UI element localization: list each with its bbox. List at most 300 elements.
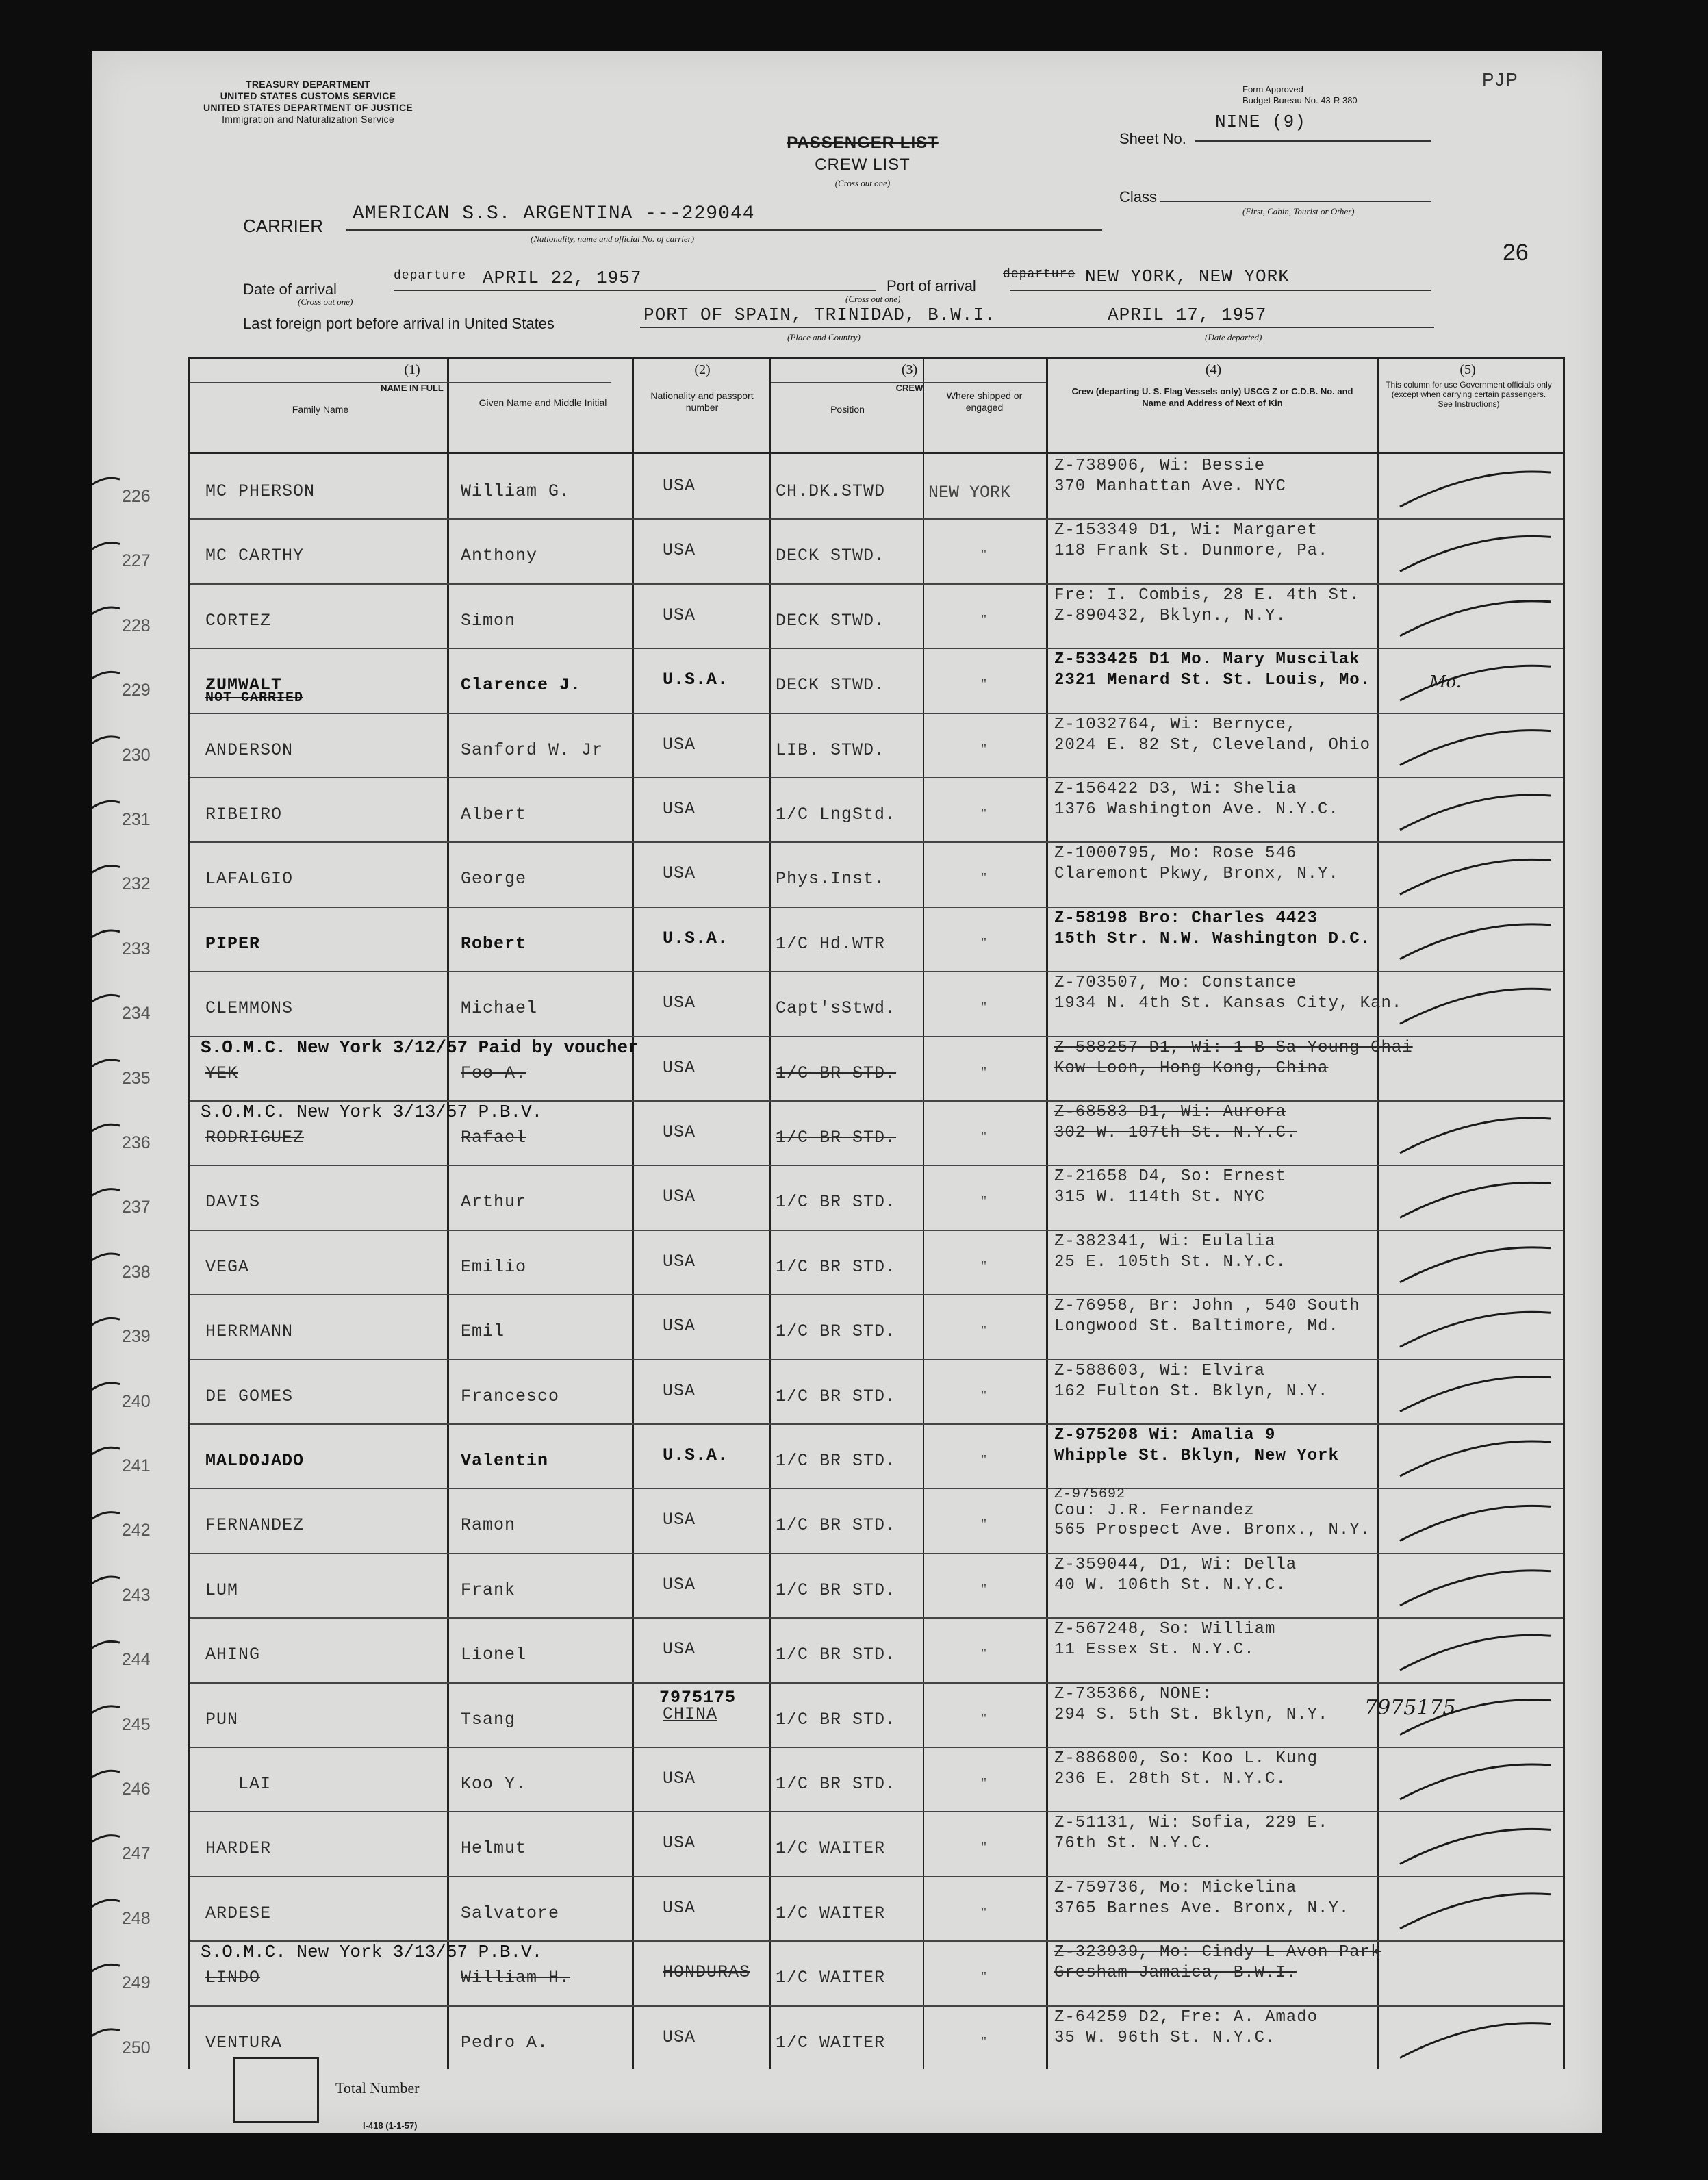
kin-line-1: Z-68583 D1, Wi: Aurora bbox=[1054, 1103, 1286, 1121]
given-name: Ramon bbox=[461, 1515, 516, 1536]
date-of-arrival: APRIL 22, 1957 bbox=[483, 268, 642, 288]
shipped-engaged: " bbox=[981, 1323, 987, 1339]
kin-line-1: Z-1000795, Mo: Rose 546 bbox=[1054, 844, 1297, 863]
official-check-mark bbox=[1400, 1182, 1551, 1217]
family-name: ZUMWALT bbox=[205, 675, 283, 696]
given-name: Salvatore bbox=[461, 1903, 560, 1923]
official-check-mark bbox=[1400, 731, 1551, 765]
col-number-2: (2) bbox=[694, 362, 711, 377]
family-name: FERNANDEZ bbox=[205, 1515, 305, 1536]
family-name: LUM bbox=[205, 1580, 239, 1600]
row-number: 229 bbox=[122, 681, 151, 700]
crew-position: Phys.Inst. bbox=[776, 869, 886, 889]
row-number: 243 bbox=[122, 1585, 151, 1605]
nationality: USA bbox=[663, 540, 696, 561]
given-name: Emilio bbox=[461, 1256, 527, 1277]
kin-line-1: Z-1032764, Wi: Bernyce, bbox=[1054, 715, 1297, 734]
row-tick-mark bbox=[92, 672, 120, 687]
family-name-struck: NOT CARRIED bbox=[205, 690, 304, 707]
row-tick-mark bbox=[92, 1900, 120, 1915]
row-tick-mark bbox=[92, 1254, 120, 1269]
crew-position: 1/C BR STD. bbox=[776, 1192, 897, 1213]
shipped-engaged: " bbox=[981, 741, 987, 757]
kin-line-1: Z-588603, Wi: Elvira bbox=[1054, 1361, 1266, 1380]
row-tick-mark bbox=[92, 1641, 120, 1656]
kin-line-2: Whipple St. Bklyn, New York bbox=[1054, 1447, 1339, 1465]
given-name: Albert bbox=[461, 804, 527, 824]
kin-line-2: 370 Manhattan Ave. NYC bbox=[1054, 477, 1286, 496]
nationality: USA bbox=[663, 1833, 696, 1853]
col-number-3: (3) bbox=[901, 362, 918, 377]
official-use-header: This column for use Government officials only (except when carrying certain passengers. See Instructions) bbox=[1386, 380, 1552, 409]
kin-line-1: Z-153349 D1, Wi: Margaret bbox=[1054, 521, 1318, 540]
row-number: 249 bbox=[122, 1973, 151, 1993]
initials-mark: PJP bbox=[1482, 69, 1519, 90]
shipped-engaged: " bbox=[981, 1710, 987, 1726]
given-name: Anthony bbox=[461, 546, 538, 566]
official-check-mark bbox=[1400, 1377, 1551, 1412]
kin-line-2: 1934 N. 4th St. Kansas City, Kan. bbox=[1054, 994, 1403, 1013]
kin-line-2: 3765 Barnes Ave. Bronx, N.Y. bbox=[1054, 1899, 1350, 1918]
last-port-hint: (Place and Country) bbox=[787, 332, 861, 342]
nationality: USA bbox=[663, 993, 696, 1013]
row-tick-mark bbox=[92, 930, 120, 946]
nationality: HONDURAS bbox=[663, 1962, 751, 1983]
date-cross-hint: (Cross out one) bbox=[298, 296, 353, 307]
shipped-engaged: " bbox=[981, 1581, 987, 1597]
official-check-mark bbox=[1400, 1894, 1551, 1929]
nationality: USA bbox=[663, 1574, 696, 1595]
kin-line-1: Z-703507, Mo: Constance bbox=[1054, 974, 1297, 993]
crew-position: 1/C BR STD. bbox=[776, 1580, 897, 1600]
family-name: PIPER bbox=[205, 933, 261, 954]
shipped-engaged: " bbox=[981, 1452, 987, 1467]
row-tick-mark bbox=[92, 607, 120, 622]
family-name-header: Family Name bbox=[292, 404, 349, 415]
given-name: Foo A. bbox=[461, 1063, 527, 1083]
official-check-mark bbox=[1400, 989, 1551, 1024]
official-check-mark bbox=[1400, 924, 1551, 959]
crew-position: DECK STWD. bbox=[776, 675, 886, 696]
official-check-mark bbox=[1400, 1635, 1551, 1670]
nationality: U.S.A. bbox=[663, 928, 729, 948]
family-name: LAFALGIO bbox=[205, 869, 294, 889]
kin-line-2: 162 Fulton St. Bklyn, N.Y. bbox=[1054, 1382, 1329, 1401]
crew-header: CREW bbox=[895, 383, 923, 393]
kin-line-2: 40 W. 106th St. N.Y.C. bbox=[1054, 1575, 1286, 1595]
given-name: Michael bbox=[461, 998, 538, 1019]
given-name: William H. bbox=[461, 1968, 571, 1988]
row-tick-mark bbox=[92, 1060, 120, 1075]
row-number: 234 bbox=[122, 1004, 151, 1024]
kin-line-1: Fre: I. Combis, 28 E. 4th St. bbox=[1054, 585, 1360, 605]
row-number: 250 bbox=[122, 2038, 151, 2057]
kin-line-2: Gresham Jamaica, B.W.I. bbox=[1054, 1964, 1297, 1983]
row-tick-mark bbox=[92, 1512, 120, 1528]
crew-position: DECK STWD. bbox=[776, 546, 886, 566]
kin-line-2: Kow Loon, Hong Kong, China bbox=[1054, 1059, 1329, 1078]
kin-line-2: 2321 Menard St. St. Louis, Mo. bbox=[1054, 671, 1371, 690]
row-annotation: S.O.M.C. New York 3/12/57 Paid by voucher bbox=[201, 1037, 639, 1058]
official-check-mark bbox=[1400, 536, 1551, 571]
shipped-engaged: " bbox=[981, 1775, 987, 1790]
date-departed-value: APRIL 17, 1957 bbox=[1108, 305, 1267, 325]
agency-line: Immigration and Naturalization Service bbox=[222, 114, 394, 125]
row-tick-mark bbox=[92, 995, 120, 1010]
given-name: Koo Y. bbox=[461, 1774, 527, 1794]
shipped-engaged: " bbox=[981, 1000, 987, 1015]
crew-position: 1/C WAITER bbox=[776, 2032, 886, 2053]
row-number: 236 bbox=[122, 1133, 151, 1152]
crew-position: 1/C BR STD. bbox=[776, 1645, 897, 1665]
kin-line-1: Z-759736, Mo: Mickelina bbox=[1054, 1878, 1297, 1897]
given-name: Sanford W. Jr bbox=[461, 739, 604, 760]
nationality: USA bbox=[663, 1380, 696, 1401]
row-number: 240 bbox=[122, 1391, 151, 1411]
last-port-value: PORT OF SPAIN, TRINIDAD, B.W.I. bbox=[643, 305, 996, 325]
agency-line: TREASURY DEPARTMENT bbox=[245, 79, 370, 90]
carrier-hint: (Nationality, name and official No. of carrier) bbox=[531, 233, 695, 244]
shipped-engaged: " bbox=[981, 611, 987, 627]
nationality: CHINA bbox=[663, 1703, 718, 1724]
crew-position: 1/C BR STD. bbox=[776, 1709, 897, 1729]
nationality: U.S.A. bbox=[663, 1445, 729, 1465]
nationality: USA bbox=[663, 1769, 696, 1788]
official-check-mark bbox=[1400, 1312, 1551, 1347]
row-tick-mark bbox=[92, 1189, 120, 1204]
page-number: 26 bbox=[1503, 240, 1529, 266]
agency-line: UNITED STATES DEPARTMENT OF JUSTICE bbox=[203, 102, 413, 113]
handwritten-passport: 7975175 bbox=[1364, 1695, 1456, 1720]
crew-departing-header: Crew (departing U. S. Flag Vessels only) USCG Z or C.D.B. No. and Name and Address of Next of Kin bbox=[1071, 386, 1353, 408]
nationality: USA bbox=[663, 2027, 696, 2047]
family-name: LINDO bbox=[205, 1968, 261, 1988]
family-name: CORTEZ bbox=[205, 610, 272, 631]
official-check-mark bbox=[1400, 666, 1551, 700]
nationality: USA bbox=[663, 1251, 696, 1271]
row-tick-mark bbox=[92, 1577, 120, 1592]
shipped-engaged: " bbox=[981, 1646, 987, 1662]
port-cross-hint: (Cross out one) bbox=[845, 294, 901, 304]
family-name: DAVIS bbox=[205, 1192, 261, 1213]
row-number: 233 bbox=[122, 939, 151, 959]
family-name: MC CARTHY bbox=[205, 546, 305, 566]
kin-line-1: Z-735366, NONE: bbox=[1054, 1684, 1213, 1703]
crew-position: 1/C WAITER bbox=[776, 1903, 886, 1923]
official-check-mark bbox=[1400, 1829, 1551, 1864]
official-check-mark bbox=[1400, 859, 1551, 894]
crew-position: 1/C BR STD. bbox=[776, 1063, 897, 1083]
shipped-engaged: " bbox=[981, 1193, 987, 1209]
given-name: Emil bbox=[461, 1321, 505, 1342]
shipped-engaged: " bbox=[981, 1258, 987, 1273]
manifest-sheet bbox=[92, 51, 1602, 2133]
row-number: 247 bbox=[122, 1844, 151, 1864]
nationality: USA bbox=[663, 799, 696, 819]
row-tick-mark bbox=[92, 1383, 120, 1398]
carrier-value: AMERICAN S.S. ARGENTINA ---229044 bbox=[353, 203, 755, 225]
row-number: 227 bbox=[122, 551, 151, 571]
shipped-engaged: " bbox=[981, 2033, 987, 2049]
shipped-engaged: " bbox=[981, 1840, 987, 1855]
row-number: 241 bbox=[122, 1456, 151, 1475]
row-number: 242 bbox=[122, 1521, 151, 1541]
shipped-engaged: " bbox=[981, 935, 987, 950]
official-check-mark bbox=[1400, 1118, 1551, 1153]
shipped-engaged: " bbox=[981, 1517, 987, 1532]
row-number: 239 bbox=[122, 1327, 151, 1347]
official-check-mark bbox=[1400, 2023, 1551, 2058]
crew-list-title: CREW LIST bbox=[815, 155, 910, 174]
kin-line-2: 11 Essex St. N.Y.C. bbox=[1054, 1640, 1255, 1660]
col-number-1: (1) bbox=[404, 362, 420, 377]
crew-position: CH.DK.STWD bbox=[776, 481, 886, 501]
shipped-engaged: " bbox=[981, 870, 987, 886]
family-name: YEK bbox=[205, 1063, 239, 1083]
family-name: MALDOJADO bbox=[205, 1451, 305, 1471]
kin-line-2: 315 W. 114th St. NYC bbox=[1054, 1188, 1266, 1207]
given-name: Clarence J. bbox=[461, 675, 582, 696]
family-name: VENTURA bbox=[205, 2032, 283, 2053]
crew-position: DECK STWD. bbox=[776, 610, 886, 631]
kin-line-2: 76th St. N.Y.C. bbox=[1054, 1834, 1213, 1853]
row-tick-mark bbox=[92, 1124, 120, 1139]
row-tick-mark bbox=[92, 478, 120, 493]
kin-line-1: Cou: J.R. Fernandez bbox=[1054, 1501, 1255, 1521]
official-check-mark bbox=[1400, 1247, 1551, 1282]
kin-line-1: Z-76958, Br: John , 540 South bbox=[1054, 1297, 1360, 1316]
shipped-engaged: " bbox=[981, 547, 987, 563]
family-name: ARDESE bbox=[205, 1903, 272, 1923]
row-tick-mark bbox=[92, 2029, 120, 2044]
official-check-mark bbox=[1400, 1506, 1551, 1541]
crew-position: 1/C BR STD. bbox=[776, 1515, 897, 1536]
row-number: 248 bbox=[122, 1908, 151, 1928]
family-name: AHING bbox=[205, 1645, 261, 1665]
kin-line-1: Z-975208 Wi: Amalia 9 bbox=[1054, 1426, 1276, 1445]
crew-position: 1/C BR STD. bbox=[776, 1321, 897, 1342]
nationality: U.S.A. bbox=[663, 670, 729, 690]
row-tick-mark bbox=[92, 1447, 120, 1462]
row-tick-mark bbox=[92, 543, 120, 558]
family-name: CLEMMONS bbox=[205, 998, 294, 1019]
kin-line-2: 25 E. 105th St. N.Y.C. bbox=[1054, 1252, 1286, 1271]
kin-line-1: Z-51131, Wi: Sofia, 229 E. bbox=[1054, 1814, 1329, 1833]
shipped-engaged: NEW YORK bbox=[928, 483, 1011, 503]
kin-line-1: Z-533425 D1 Mo. Mary Muscilak bbox=[1054, 650, 1360, 670]
given-name: William G. bbox=[461, 481, 571, 501]
nationality: USA bbox=[663, 863, 696, 884]
official-check-mark bbox=[1400, 1571, 1551, 1606]
crew-position: 1/C WAITER bbox=[776, 1968, 886, 1988]
date-departed-hint: (Date departed) bbox=[1205, 332, 1262, 342]
crew-position: 1/C Hd.WTR bbox=[776, 933, 886, 954]
sheet-value: NINE (9) bbox=[1215, 112, 1306, 132]
kin-line-2: Claremont Pkwy, Bronx, N.Y. bbox=[1054, 865, 1339, 884]
date-struck-word: departure bbox=[394, 269, 467, 283]
row-tick-mark bbox=[92, 1771, 120, 1786]
kin-line-1: Z-382341, Wi: Eulalia bbox=[1054, 1232, 1276, 1251]
kin-line-2: 35 W. 96th St. N.Y.C. bbox=[1054, 2028, 1276, 2047]
class-hint: (First, Cabin, Tourist or Other) bbox=[1242, 206, 1355, 216]
position-header: Position bbox=[830, 404, 865, 415]
row-number: 244 bbox=[122, 1650, 151, 1670]
kin-line-2: Z-890432, Bklyn., N.Y. bbox=[1054, 606, 1286, 625]
family-name: HARDER bbox=[205, 1838, 272, 1859]
kin-id-struck: Z-975692 bbox=[1054, 1486, 1126, 1503]
given-name: Simon bbox=[461, 610, 516, 631]
given-name: Lionel bbox=[461, 1645, 527, 1665]
carrier-label: CARRIER bbox=[243, 216, 324, 236]
kin-line-1: Z-588257 D1, Wi: 1-B Sa Young Chai bbox=[1054, 1038, 1413, 1057]
given-name: Frank bbox=[461, 1580, 516, 1600]
col-number-4: (4) bbox=[1205, 362, 1222, 377]
kin-line-1: Z-567248, So: William bbox=[1054, 1620, 1276, 1639]
row-tick-mark bbox=[92, 1318, 120, 1333]
official-check-mark bbox=[1400, 795, 1551, 830]
nationality: USA bbox=[663, 1639, 696, 1660]
official-check-mark bbox=[1400, 1700, 1551, 1735]
family-name: MC PHERSON bbox=[205, 481, 316, 501]
nationality-header: Nationality and passport number bbox=[650, 390, 754, 413]
kin-line-1: Z-359044, D1, Wi: Della bbox=[1054, 1555, 1297, 1574]
given-name: Francesco bbox=[461, 1386, 560, 1406]
port-struck-word: departure bbox=[1003, 268, 1076, 281]
family-name: HERRMANN bbox=[205, 1321, 294, 1342]
sheet-label: Sheet No. bbox=[1119, 130, 1186, 147]
given-name: Robert bbox=[461, 933, 527, 954]
kin-line-1: Z-323939, Mo: Cindy L Avon Park bbox=[1054, 1943, 1381, 1962]
shipped-engaged: " bbox=[981, 1969, 987, 1985]
shipped-engaged: " bbox=[981, 1129, 987, 1144]
total-number-label: Total Number bbox=[335, 2079, 420, 2096]
family-name: LAI bbox=[238, 1774, 272, 1794]
kin-line-2: 565 Prospect Ave. Bronx., N.Y. bbox=[1054, 1521, 1371, 1540]
kin-line-1: Z-738906, Wi: Bessie bbox=[1054, 457, 1266, 475]
family-name: RODRIGUEZ bbox=[205, 1128, 305, 1148]
row-number: 231 bbox=[122, 810, 151, 829]
total-number-box bbox=[233, 2057, 319, 2123]
kin-line-1: Z-21658 D4, So: Ernest bbox=[1054, 1167, 1286, 1187]
passenger-list-struck: PASSENGER LIST bbox=[787, 134, 939, 152]
family-name: VEGA bbox=[205, 1256, 250, 1277]
shipped-engaged: " bbox=[981, 676, 987, 692]
form-id: I-418 (1-1-57) bbox=[363, 2120, 418, 2131]
official-check-mark bbox=[1400, 1441, 1551, 1476]
family-name: RIBEIRO bbox=[205, 804, 283, 824]
kin-line-1: Z-58198 Bro: Charles 4423 bbox=[1054, 909, 1318, 928]
row-tick-mark bbox=[92, 801, 120, 816]
kin-line-1: Z-64259 D2, Fre: A. Amado bbox=[1054, 2007, 1318, 2027]
kin-line-2: 1376 Washington Ave. N.Y.C. bbox=[1054, 800, 1339, 819]
crew-position: 1/C BR STD. bbox=[776, 1774, 897, 1794]
shipped-engaged: " bbox=[981, 1064, 987, 1080]
row-number: 245 bbox=[122, 1714, 151, 1734]
date-label: Date of arrival bbox=[243, 281, 337, 298]
given-name-header: Given Name and Middle Initial bbox=[479, 397, 607, 408]
row-tick-mark bbox=[92, 1964, 120, 1979]
row-annotation: S.O.M.C. New York 3/13/57 P.B.V. bbox=[201, 1942, 543, 1963]
row-number: 232 bbox=[122, 874, 151, 894]
row-number: 230 bbox=[122, 745, 151, 765]
official-check-mark bbox=[1400, 472, 1551, 507]
given-name: Arthur bbox=[461, 1192, 527, 1213]
kin-line-2: 302 W. 107th St. N.Y.C. bbox=[1054, 1124, 1297, 1142]
kin-line-2: 294 S. 5th St. Bklyn, N.Y. bbox=[1054, 1705, 1329, 1724]
port-label: Port of arrival bbox=[887, 277, 976, 294]
given-name: Helmut bbox=[461, 1838, 527, 1859]
agency-line: UNITED STATES CUSTOMS SERVICE bbox=[220, 90, 396, 101]
kin-line-2: 236 E. 28th St. N.Y.C. bbox=[1054, 1770, 1286, 1788]
name-in-full-header: NAME IN FULL bbox=[381, 383, 444, 393]
row-tick-mark bbox=[92, 866, 120, 881]
crew-position: LIB. STWD. bbox=[776, 739, 886, 760]
row-number: 235 bbox=[122, 1068, 151, 1088]
last-port-label: Last foreign port before arrival in United States bbox=[243, 315, 555, 332]
port-of-arrival: NEW YORK, NEW YORK bbox=[1085, 266, 1290, 287]
passport-number: 7975175 bbox=[659, 1687, 737, 1708]
shipped-engaged: " bbox=[981, 1904, 987, 1920]
family-name: PUN bbox=[205, 1709, 239, 1729]
given-name: Pedro A. bbox=[461, 2032, 549, 2053]
family-name: ANDERSON bbox=[205, 739, 294, 760]
col-number-5: (5) bbox=[1460, 362, 1476, 377]
kin-line-2: 2024 E. 82 St, Cleveland, Ohio bbox=[1054, 735, 1371, 755]
crew-position: Capt'sStwd. bbox=[776, 998, 897, 1019]
crew-position: 1/C BR STD. bbox=[776, 1256, 897, 1277]
cross-out-hint: (Cross out one) bbox=[834, 178, 891, 188]
row-number: 228 bbox=[122, 616, 151, 635]
row-tick-mark bbox=[92, 1706, 120, 1721]
kin-line-2: 118 Frank St. Dunmore, Pa. bbox=[1054, 542, 1329, 561]
given-name: Tsang bbox=[461, 1709, 516, 1729]
crew-position: 1/C BR STD. bbox=[776, 1386, 897, 1406]
class-label: Class bbox=[1119, 188, 1158, 205]
kin-line-2: Longwood St. Baltimore, Md. bbox=[1054, 1317, 1339, 1336]
official-check-mark bbox=[1400, 601, 1551, 636]
nationality: USA bbox=[663, 1122, 696, 1142]
handwritten-marks-layer bbox=[92, 51, 1602, 2133]
kin-line-1: Z-156422 D3, Wi: Shelia bbox=[1054, 780, 1297, 798]
row-number: 238 bbox=[122, 1262, 151, 1282]
given-name: Rafael bbox=[461, 1128, 527, 1148]
shipped-header: Where shipped or engaged bbox=[946, 390, 1023, 413]
row-tick-mark bbox=[92, 1836, 120, 1851]
crew-position: 1/C BR STD. bbox=[776, 1128, 897, 1148]
nationality: USA bbox=[663, 1187, 696, 1207]
nationality: USA bbox=[663, 1057, 696, 1078]
shipped-engaged: " bbox=[981, 806, 987, 821]
nationality: USA bbox=[663, 1316, 696, 1336]
nationality: USA bbox=[663, 605, 696, 625]
crew-position: 1/C LngStd. bbox=[776, 804, 897, 824]
given-name: Valentin bbox=[461, 1451, 549, 1471]
nationality: USA bbox=[663, 1510, 696, 1530]
row-number: 246 bbox=[122, 1779, 151, 1799]
shipped-engaged: " bbox=[981, 1387, 987, 1403]
row-tick-mark bbox=[92, 737, 120, 752]
row-number: 237 bbox=[122, 1197, 151, 1217]
family-name: DE GOMES bbox=[205, 1386, 294, 1406]
handwritten-state: Mo. bbox=[1429, 672, 1462, 692]
official-check-mark bbox=[1400, 1764, 1551, 1799]
given-name: George bbox=[461, 869, 527, 889]
crew-position: 1/C BR STD. bbox=[776, 1451, 897, 1471]
kin-line-1: Z-886800, So: Koo L. Kung bbox=[1054, 1749, 1318, 1768]
row-number: 226 bbox=[122, 487, 151, 506]
nationality: USA bbox=[663, 734, 696, 755]
nationality: USA bbox=[663, 476, 696, 496]
